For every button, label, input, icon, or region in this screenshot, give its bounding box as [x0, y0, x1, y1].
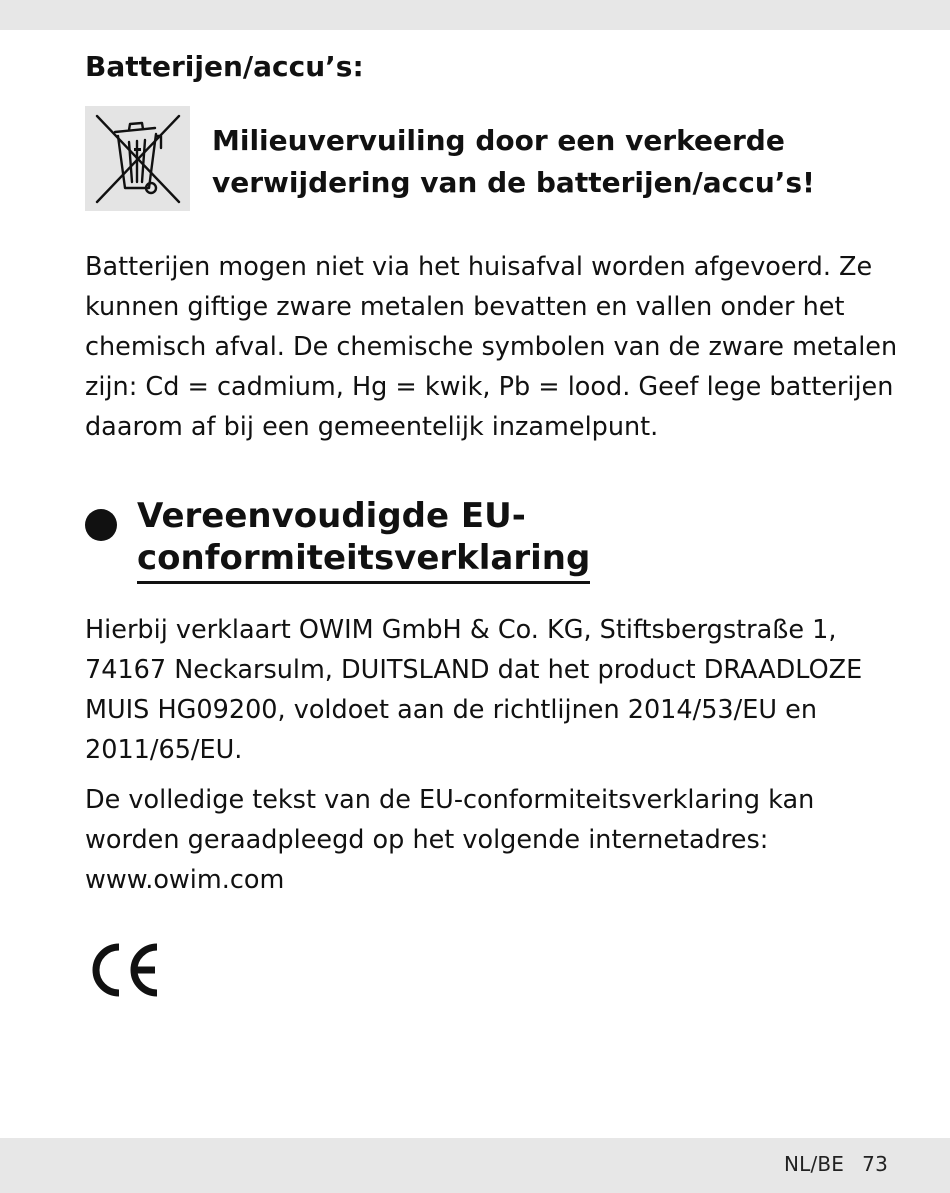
page-footer — [784, 1152, 888, 1176]
conformity-declaration-paragraph: Hierbij verklaart OWIM GmbH & Co. KG, Stiftsbergstraße 1, 74167 Neckarsulm, DUITSLAND dat het product DRAADLOZE MUIS HG09200, voldoet aan de richtlijnen 2014/53/EU en 2011/65/EU. — [85, 615, 863, 765]
section-heading-batteries: Batterijen/accu’s: — [85, 50, 364, 83]
battery-warning-title: Milieuvervuiling door een verkeerde verwijdering van de batterijen/accu’s! — [212, 124, 815, 199]
ce-mark-icon — [85, 940, 165, 1000]
warning-block — [85, 106, 875, 212]
top-band — [0, 0, 950, 30]
battery-disposal-paragraph: Batterijen mogen niet via het huisafval worden afgevoerd. Ze kunnen giftige zware metalen bevatten en vallen onder het chemisch afval. De chemische symbolen van de zware metalen zijn: Cd = cadmium, Hg = kwik, Pb = lood. Geef lege batterijen daarom af bij een gemeentelijk inzamelpunt. — [85, 252, 898, 442]
footer-page-number: 73 — [862, 1152, 888, 1176]
footer-language: NL/BE — [783, 1152, 845, 1176]
conformity-title-line2: conformiteitsverklaring — [137, 537, 590, 584]
crossed-out-wheelie-bin-icon — [85, 106, 190, 211]
conformity-title-line1: Vereenvoudigde EU- — [137, 496, 526, 536]
conformity-url-paragraph: De volledige tekst van de EU-conformiteitsverklaring kan worden geraadpleegd op het volgende internetadres: www.owim.com — [85, 785, 815, 895]
bullet-icon — [85, 509, 117, 541]
conformity-title — [137, 495, 837, 584]
